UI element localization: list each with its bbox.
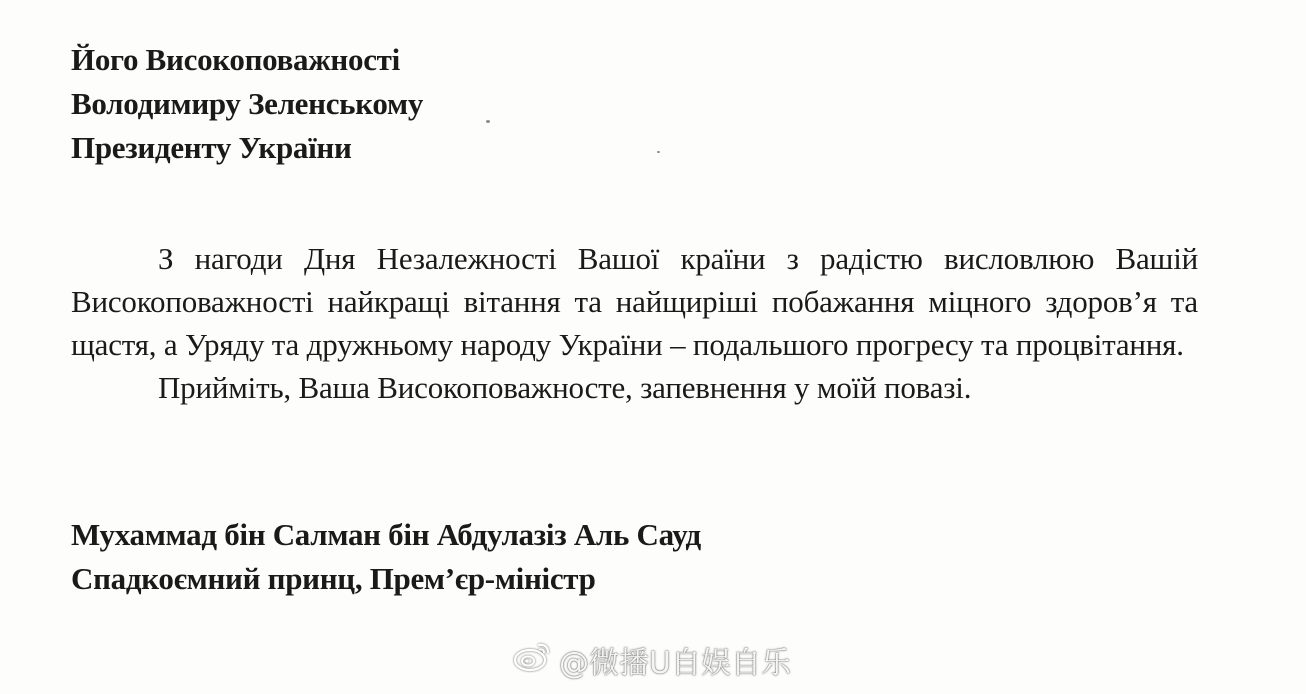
addressee-line-honorific: Його Високоповажності <box>71 42 400 77</box>
paper-speck <box>486 120 490 123</box>
signatory-name: Мухаммад бін Салман бін Абдулазіз Аль Сауд <box>71 517 701 552</box>
addressee-line-position: Президенту України <box>71 130 352 165</box>
watermark <box>513 640 791 680</box>
letter-body <box>71 237 1198 409</box>
signature-block <box>71 513 701 601</box>
signatory-title: Спадкоємний принц, Прем’єр-міністр <box>71 561 596 596</box>
weibo-logo-icon <box>513 639 553 681</box>
closing-paragraph: Прийміть, Ваша Високоповажносте, запевнення у моїй повазі. <box>158 370 972 405</box>
paper-speck <box>657 151 660 153</box>
addressee-block <box>71 38 423 170</box>
addressee-line-name: Володимиру Зеленському <box>71 86 424 121</box>
watermark-text: @微播U自娱自乐 <box>559 646 791 681</box>
greeting-paragraph: З нагоди Дня Незалежності Вашої країни з радістю висловлюю Вашій Високоповажності найкращі вітання та найщиріші побажання міцного здоров’я та щастя, а Уряду та дружньому народу України – подальшого прогресу та процвітання. <box>71 241 1198 362</box>
